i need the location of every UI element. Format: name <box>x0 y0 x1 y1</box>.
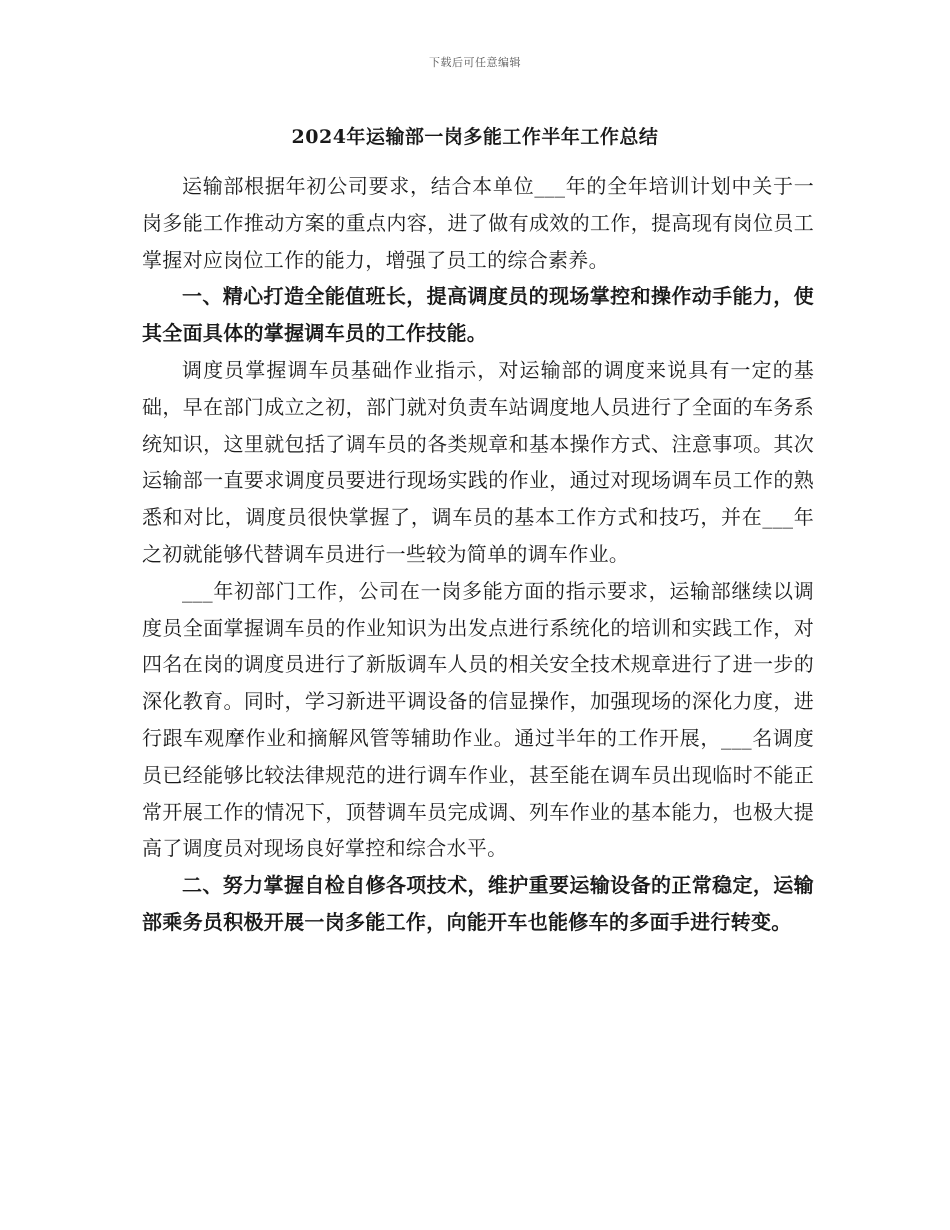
section-heading-2: 二、努力掌握自检自修各项技术，维护重要运输设备的正常稳定，运输部乘务员积极开展一岗多能工作，向能开车也能修车的多面手进行转变。 <box>142 873 814 934</box>
document-title: 2024年运输部一岗多能工作半年工作总结 <box>291 126 659 148</box>
header-note: 下载后可任意编辑 <box>429 56 521 69</box>
paragraph-intro: 运输部根据年初公司要求，结合本单位___年的全年培训计划中关于一岗多能工作推动方案的重点内容，进了做有成效的工作，提高现有岗位员工掌握对应岗位工作的能力，增强了员工的综合素养。 <box>142 174 814 272</box>
paragraph-section1-a: 调度员掌握调车员基础作业指示，对运输部的调度来说具有一定的基础，早在部门成立之初，部门就对负责车站调度地人员进行了全面的车务系统知识，这里就包括了调车员的各类规章和基本操作方式、注意事项。其次运输部一直要求调度员要进行现场实践的作业，通过对现场调车员工作的熟悉和对比，调度员很快掌握了，调车员的基本工作方式和技巧，并在___年之初就能够代替调车员进行一些较为简单的调车作业。 <box>142 357 814 566</box>
paragraph-section1-b: ___年初部门工作，公司在一岗多能方面的指示要求，运输部继续以调度员全面掌握调车员的作业知识为出发点进行系统化的培训和实践工作，对四名在岗的调度员进行了新版调车人员的相关安全技术规章进行了进一步的深化教育。同时，学习新进平调设备的信显操作，加强现场的深化力度，进行跟车观摩作业和摘解风管等辅助作业。通过半年的工作开展，___名调度员已经能够比较法律规范的进行调车作业，甚至能在调车员出现临时不能正常开展工作的情况下，顶替调车员完成调、列车作业的基本能力，也极大提高了调度员对现场良好掌控和综合水平。 <box>142 578 814 861</box>
document-body <box>142 168 814 941</box>
section-heading-1: 一、精心打造全能值班长，提高调度员的现场掌控和操作动手能力，使其全面具体的掌握调车员的工作技能。 <box>142 284 814 346</box>
